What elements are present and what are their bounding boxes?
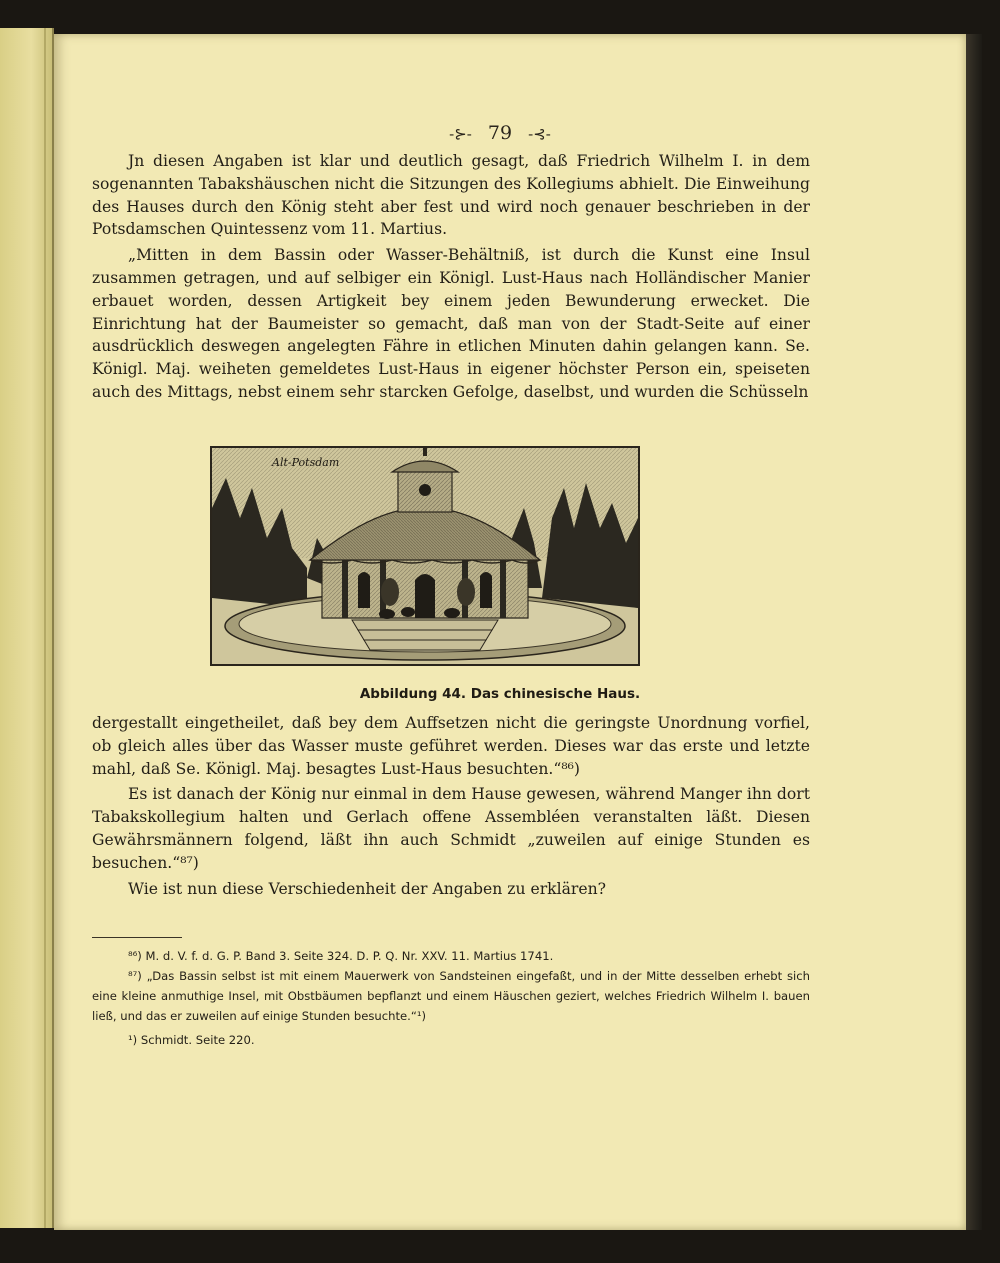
- engraving-illustration: [212, 448, 638, 664]
- paragraph: Jn diesen Angaben ist klar und deutlich gesagt, daß Friedrich Wilhelm I. in dem sogenannten Tabakshäuschen nicht die Sitzungen des Kollegiums abhielt. Die Einweihung des Hauses durch den König steht aber fest und wird noch genauer beschrieben in der Potsdamschen Quintessenz vom 11. Martius.: [92, 152, 810, 239]
- page-number: 79: [487, 122, 513, 144]
- left-page-edge: [0, 28, 54, 1228]
- paragraph: „Mitten in dem Bassin oder Wasser-Behältniß, ist durch die Kunst eine Insul zusammen getragen, und auf selbiger ein Königl. Lust-Haus nach Holländischer Manier erbauet worden, dessen Artigkeit bey einem jeden Bewunderung erwecket. Die Einrichtung hat der Baumeister so gemacht, daß man von der Stadt-Seite auf einer ausdrücklich deswegen angelegten Fähre in etlichen Minuten dahin gelangen kann. Se. Königl. Maj. weiheten gemeldetes Lust-Haus in eigener höchster Person ein, speiseten auch des Mittags, nebst einem sehr starcken Gefolge, daselbst, und wurden die Schüsseln: [92, 246, 810, 401]
- ornament-right-icon: -⊰-: [528, 125, 551, 143]
- paragraph: Es ist danach der König nur einmal in dem Hause gewesen, während Manger ihn dort Tabakskollegium halten und Gerlach offene Assembléen veranstalten läßt. Diesen Gewährsmännern folgend, läßt ihn auch Schmidt „zuweilen auf einige Stunden es besuchen.“⁸⁷): [92, 785, 810, 872]
- body-text-bottom: [92, 712, 810, 903]
- body-text-top: [92, 150, 810, 407]
- figure-inner-label: Alt-Potsdam: [272, 456, 340, 469]
- footnote-87: ⁸⁷) „Das Bassin selbst ist mit einem Mauerwerk von Sandsteinen eingefaßt, und in der Mitte desselben erhebt sich eine kleine anmuthige Insel, mit Obstbäumen bepflanzt und einem Häuschen geziert, welches Friedrich Wilhelm I. bauen ließ, und das er zuweilen auf einige Stunden besuchte.“¹): [92, 969, 810, 1023]
- binding-edge: [44, 28, 46, 1228]
- figure-chinese-house: [210, 446, 640, 666]
- footnote-divider: [92, 937, 182, 938]
- footnote-1: ¹) Schmidt. Seite 220.: [128, 1033, 255, 1047]
- page-header: [0, 122, 1000, 144]
- paragraph: dergestallt eingetheilet, daß bey dem Auffsetzen nicht die geringste Unordnung vorfiel, ob gleich alles über das Wasser muste geführet werden. Dieses war das erste und letzte mahl, daß Se. Königl. Maj. besagtes Lust-Haus besuchten.“⁸⁶): [92, 714, 810, 778]
- footnote-86: ⁸⁶) M. d. V. f. d. G. P. Band 3. Seite 324. D. P. Q. Nr. XXV. 11. Martius 1741.: [128, 949, 554, 963]
- ornament-left-icon: -⊱-: [449, 125, 472, 143]
- right-cover-edge: [966, 34, 982, 1230]
- figure-caption: Abbildung 44. Das chinesische Haus.: [359, 686, 641, 702]
- paragraph: Wie ist nun diese Verschiedenheit der Angaben zu erklären?: [128, 879, 606, 898]
